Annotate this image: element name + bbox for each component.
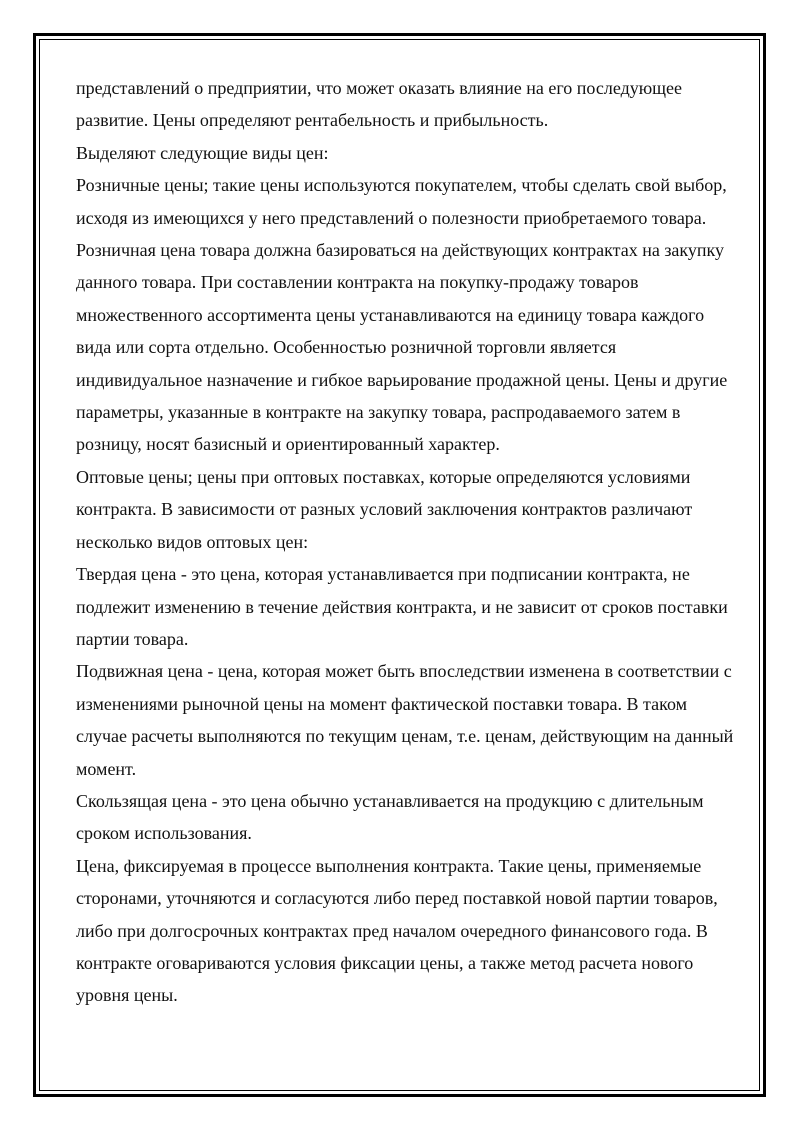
paragraph-flexible-price: Подвижная цена - цена, которая может быть впоследствии изменена в соответствии с изменениями рыночной цены на момент фактической поставки товара. В таком случае расчеты выполняются по текущим ценам, т.е. ценам, действующим на данный момент. bbox=[76, 661, 734, 779]
paragraph-sliding-price: Скользящая цена - это цена обычно устанавливается на продукцию с длительным сроком использования. bbox=[76, 790, 704, 844]
paragraph-wholesale-prices: Оптовые цены; цены при оптовых поставках, которые определяются условиями контракта. В зависимости от разных условий заключения контрактов различают несколько видов оптовых цен: bbox=[76, 466, 693, 552]
paragraph-fixed-during-contract: Цена, фиксируемая в процессе выполнения контракта. Такие цены, применяемые сторонами, уточняются и согласуются либо перед поставкой новой партии товаров, либо при долгосрочных контрактах пред началом очередного финансового года. В контракте оговариваются условия фиксации цены, а также метод расчета нового уровня цены. bbox=[76, 855, 718, 1006]
document-body bbox=[76, 72, 736, 1012]
paragraph-fixed-price: Твердая цена - это цена, которая устанавливается при подписании контракта, не подлежит изменению в течение действия контракта, и не зависит от сроков поставки партии товара. bbox=[76, 564, 728, 649]
paragraph-intro-continuation: представлений о предприятии, что может оказать влияние на его последующее развитие. Цены определяют рентабельность и прибыльность. bbox=[76, 78, 683, 131]
paragraph-price-types-heading: Выделяют следующие виды цен: bbox=[76, 142, 329, 163]
paragraph-retail-prices: Розничные цены; такие цены используются покупателем, чтобы сделать свой выбор, исходя из имеющихся у него представлений о полезности приобретаемого товара. Розничная цена товара должна базироваться на действующих контрактах на закупку данного товара. При составлении контракта на покупку-продажу товаров множественного ассортимента цены устанавливаются на единицу товара каждого вида или сорта отдельно. Особенностью розничной торговли является индивидуальное назначение и гибкое варьирование продажной цены. Цены и другие параметры, указанные в контракте на закупку товара, распродаваемого затем в розницу, носят базисный и ориентированный характер. bbox=[76, 175, 728, 455]
